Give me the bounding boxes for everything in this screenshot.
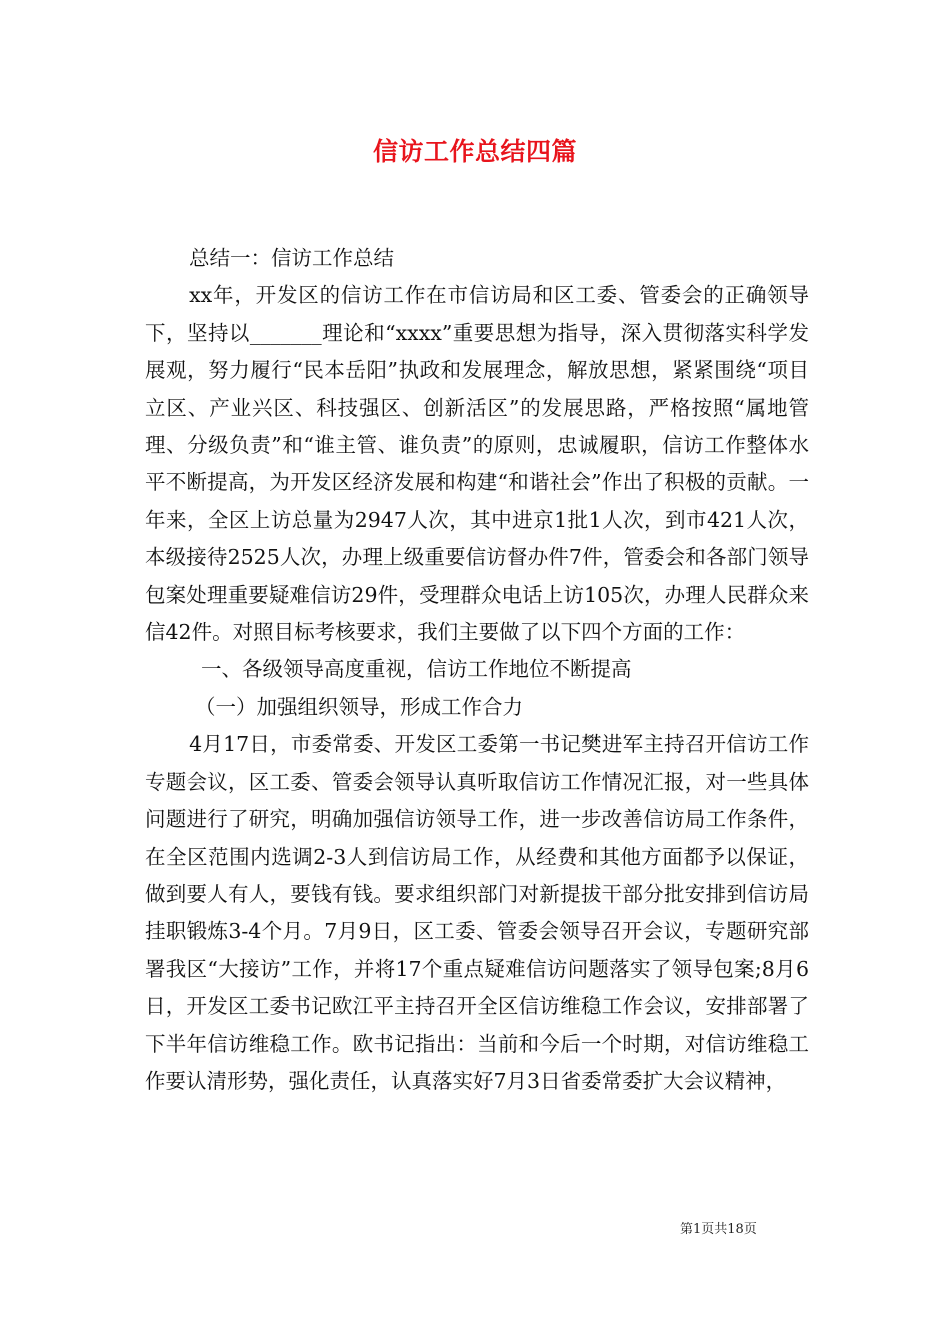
section-heading-1: 一、各级领导高度重视，信访工作地位不断提高 <box>201 657 632 682</box>
document-title: 信访工作总结四篇 <box>372 137 577 166</box>
section-heading-1-1: （一）加强组织领导，形成工作合力 <box>195 694 523 719</box>
paragraph-body: 4月17日，市委常委、开发区工委第一书记樊进军主持召开信访工作专题会议，区工委、管委会领导认真听取信访工作情况汇报，对一些具体问题进行了研究，明确加强信访领导工作，进一步改善信访局工作条件，在全区范围内选调2-3人到信访局工作，从经费和其他方面都予以保证，做到要人有人，要钱有钱。要求组织部门对新提拔干部分批安排到信访局挂职锻炼3-4个月。7月9日，区工委、管委会领导召开会议，专题研究部署我区“大接访”工作，并将17个重点疑难信访问题落实了领导包案;8月6日，开发区工委书记欧江平主持召开全区信访维稳工作会议，安排部署了下半年信访维稳工作。欧书记指出：当前和今后一个时期，对信访维稳工作要认清形势，强化责任，认真落实好7月3日省委常委扩大会议精神， <box>145 732 809 1093</box>
document-body <box>145 240 809 1100</box>
paragraph-intro: xx年，开发区的信访工作在市信访局和区工委、管委会的正确领导下，坚持以_______理论和“xxxx”重要思想为指导，深入贯彻落实科学发展观，努力履行“民本岳阳”执政和发展理念，解放思想，紧紧围绕“项目立区、产业兴区、科技强区、创新活区”的发展思路，严格按照“属地管理、分级负责”和“谁主管、谁负责”的原则，忠诚履职，信访工作整体水平不断提高，为开发区经济发展和构建“和谐社会”作出了积极的贡献。一年来，全区上访总量为2947人次，其中进京1批1人次，到市421人次，本级接待2525人次，办理上级重要信访督办件7件，管委会和各部门领导包案处理重要疑难信访29件，受理群众电话上访105次，办理人民群众来信42件。对照目标考核要求，我们主要做了以下四个方面的工作： <box>145 283 809 645</box>
page-number-footer: 第1页共18页 <box>680 1222 757 1237</box>
section-subtitle: 总结一：信访工作总结 <box>189 246 394 270</box>
